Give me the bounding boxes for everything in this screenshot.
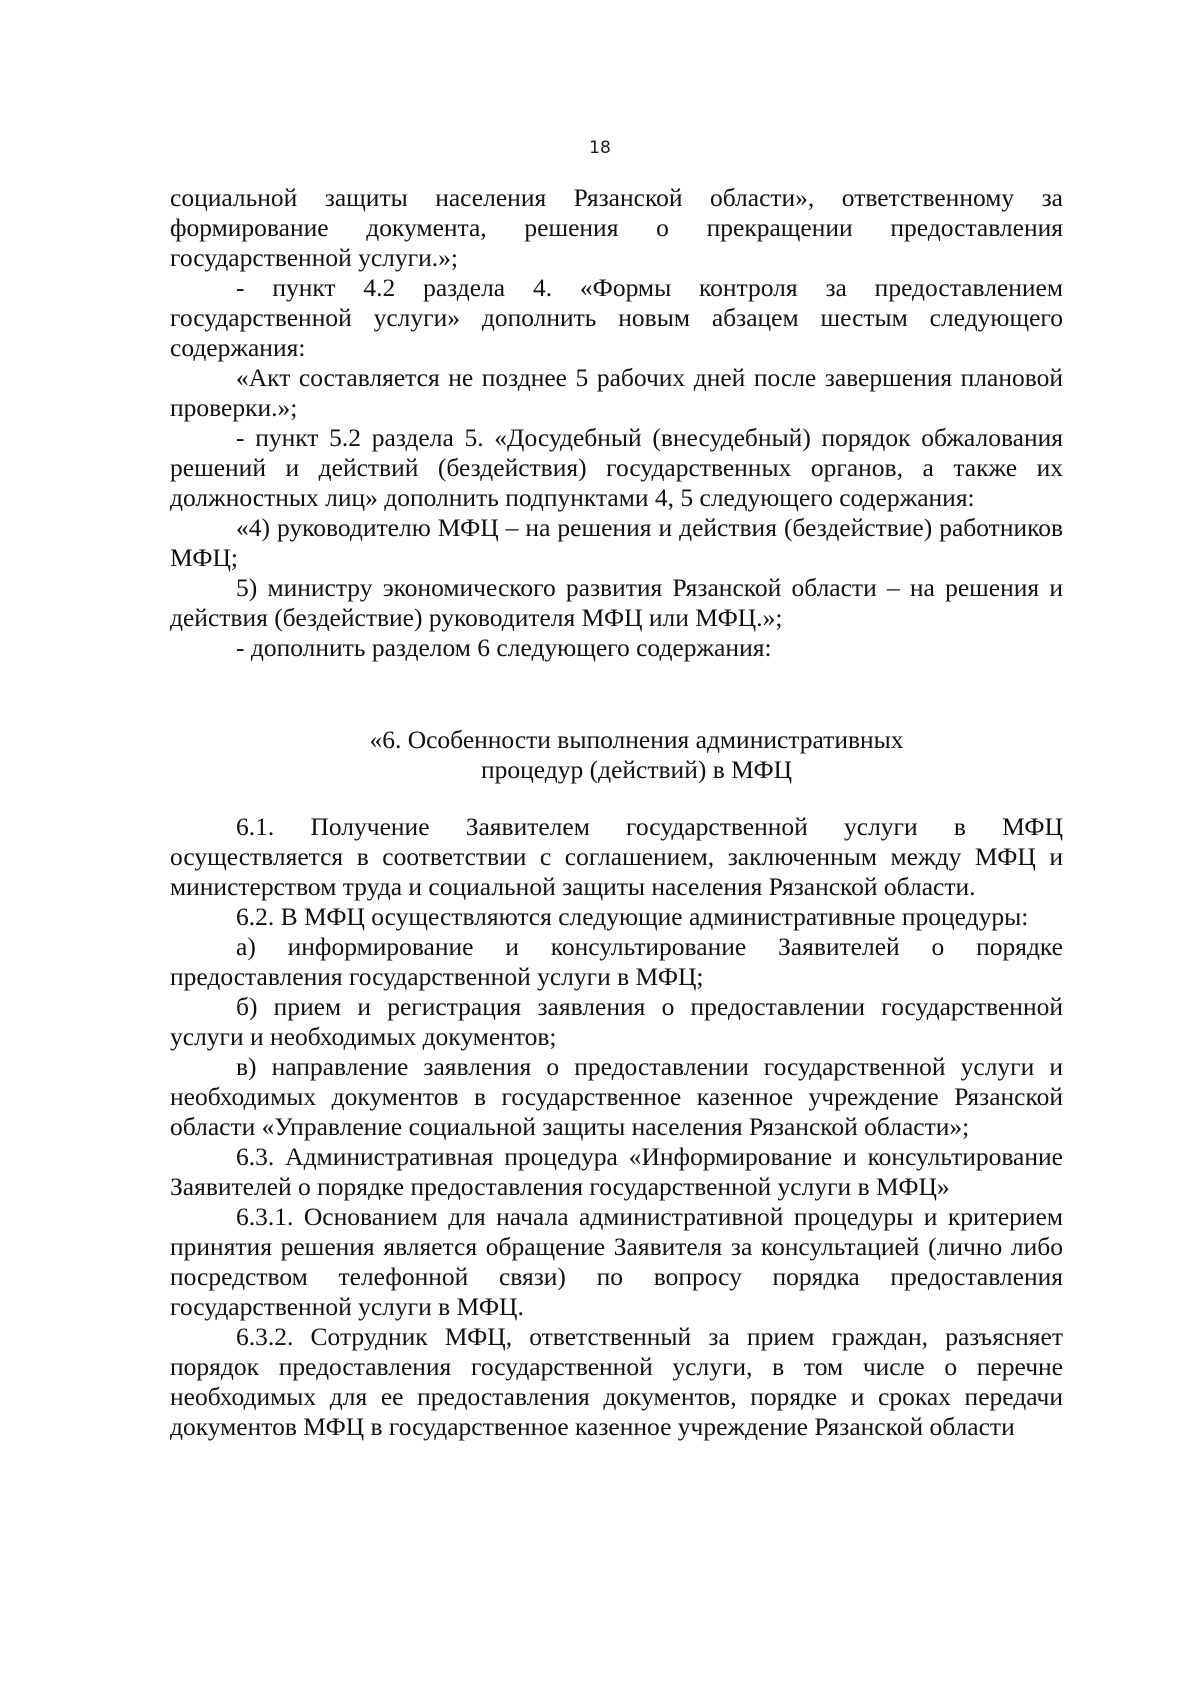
paragraph: в) направление заявления о предоставлении государственной услуги и необходимых документов в государственное казенное учреждение Рязанской области «Управление социальной защиты населения Рязанской области»; [170, 1052, 1063, 1141]
paragraph: - пункт 4.2 раздела 4. «Формы контроля за предоставлением государственной услуги» дополнить новым абзацем шестым следующего содержания: [170, 273, 1063, 362]
paragraph: 6.3.2. Сотрудник МФЦ, ответственный за прием граждан, разъясняет порядок предоставления государственной услуги, в том числе о перечне необходимых для ее предоставления документов, порядке и сроках передачи документов МФЦ в государственное казенное учреждение Рязанской области [170, 1322, 1063, 1441]
paragraph: - пункт 5.2 раздела 5. «Досудебный (внесудебный) порядок обжалования решений и действий (бездействия) государственных органов, а также их должностных лиц» дополнить подпунктами 4, 5 следующего содержания: [170, 423, 1063, 512]
paragraph: «4) руководителю МФЦ – на решения и действия (бездействие) работников МФЦ; [170, 513, 1063, 572]
section-title-line: «6. Особенности выполнения административных [369, 725, 904, 754]
paragraph: 6.3.1. Основанием для начала административной процедуры и критерием принятия решения является обращение Заявителя за консультацией (лично либо посредством телефонной связи) по вопросу порядка предоставления государственной услуги в МФЦ. [170, 1202, 1063, 1321]
paragraph: 6.3. Административная процедура «Информирование и консультирование Заявителей о порядке предоставления государственной услуги в МФЦ» [170, 1142, 1063, 1201]
paragraph: - дополнить разделом 6 следующего содержания: [236, 633, 772, 662]
paragraph: 6.1. Получение Заявителем государственной услуги в МФЦ осуществляется в соответствии с соглашением, заключенным между МФЦ и министерством труда и социальной защиты населения Рязанской области. [170, 812, 1063, 901]
document-body [170, 183, 1063, 1442]
section-title-line: процедур (действий) в МФЦ [480, 755, 793, 784]
section-title [170, 725, 1063, 785]
paragraph: а) информирование и консультирование Заявителей о порядке предоставления государственной услуги в МФЦ; [170, 932, 1063, 991]
paragraph: б) прием и регистрация заявления о предоставлении государственной услуги и необходимых документов; [170, 992, 1063, 1051]
paragraph: социальной защиты населения Рязанской области», ответственному за формирование документа, решения о прекращении предоставления государственной услуги.»; [170, 183, 1063, 272]
page-number: 18 [589, 138, 611, 158]
paragraph: 6.2. В МФЦ осуществляются следующие административные процедуры: [236, 902, 1029, 931]
paragraph: 5) министру экономического развития Рязанской области – на решения и действия (бездействие) руководителя МФЦ или МФЦ.»; [170, 573, 1063, 632]
paragraph: «Акт составляется не позднее 5 рабочих дней после завершения плановой проверки.»; [170, 363, 1063, 422]
